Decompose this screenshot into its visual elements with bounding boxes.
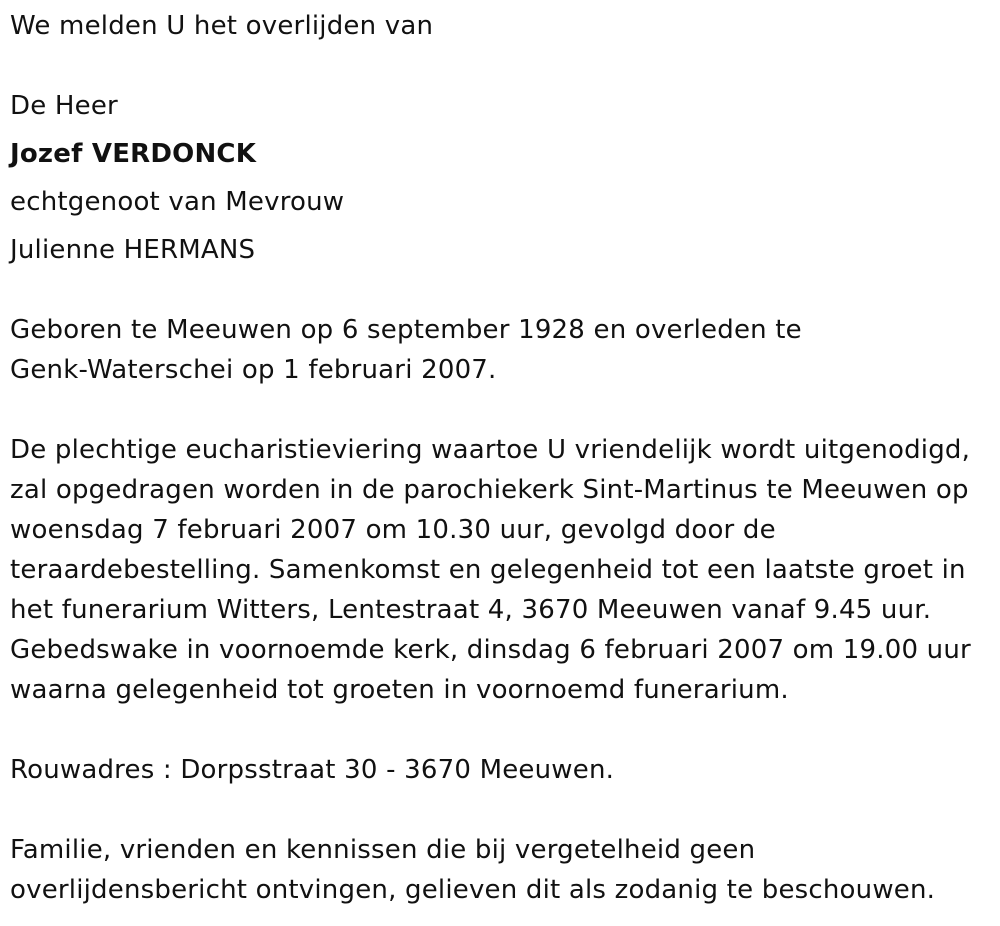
deceased-name: Jozef VERDONCK xyxy=(10,139,257,169)
mourning-address: Rouwadres : Dorpsstraat 30 - 3670 Meeuwen. xyxy=(10,755,615,785)
birth-death-line: Genk-Waterschei op 1 februari 2007. xyxy=(10,355,497,385)
ceremony-line: De plechtige eucharistieviering waartoe U vriendelijk wordt uitgenodigd, xyxy=(10,435,971,465)
ceremony-line: waarna gelegenheid tot groeten in voornoemd funerarium. xyxy=(10,675,789,705)
ceremony-line: zal opgedragen worden in de parochiekerk Sint-Martinus te Meeuwen op xyxy=(10,475,969,505)
intro-text: We melden U het overlijden van xyxy=(10,11,434,41)
ceremony-line: Gebedswake in voornoemde kerk, dinsdag 6 februari 2007 om 19.00 uur xyxy=(10,635,971,665)
closing-line: overlijdensbericht ontvingen, gelieven dit als zodanig te beschouwen. xyxy=(10,875,936,905)
closing-line: Familie, vrienden en kennissen die bij vergetelheid geen xyxy=(10,835,756,865)
relation-text: echtgenoot van Mevrouw xyxy=(10,187,345,217)
ceremony-line: teraardebestelling. Samenkomst en gelegenheid tot een laatste groet in xyxy=(10,555,966,585)
ceremony-line: het funerarium Witters, Lentestraat 4, 3670 Meeuwen vanaf 9.45 uur. xyxy=(10,595,932,625)
ceremony-line: woensdag 7 februari 2007 om 10.30 uur, gevolgd door de xyxy=(10,515,776,545)
spouse-name: Julienne HERMANS xyxy=(10,235,256,265)
honorific: De Heer xyxy=(10,91,118,121)
birth-death-line: Geboren te Meeuwen op 6 september 1928 en overleden te xyxy=(10,315,802,345)
